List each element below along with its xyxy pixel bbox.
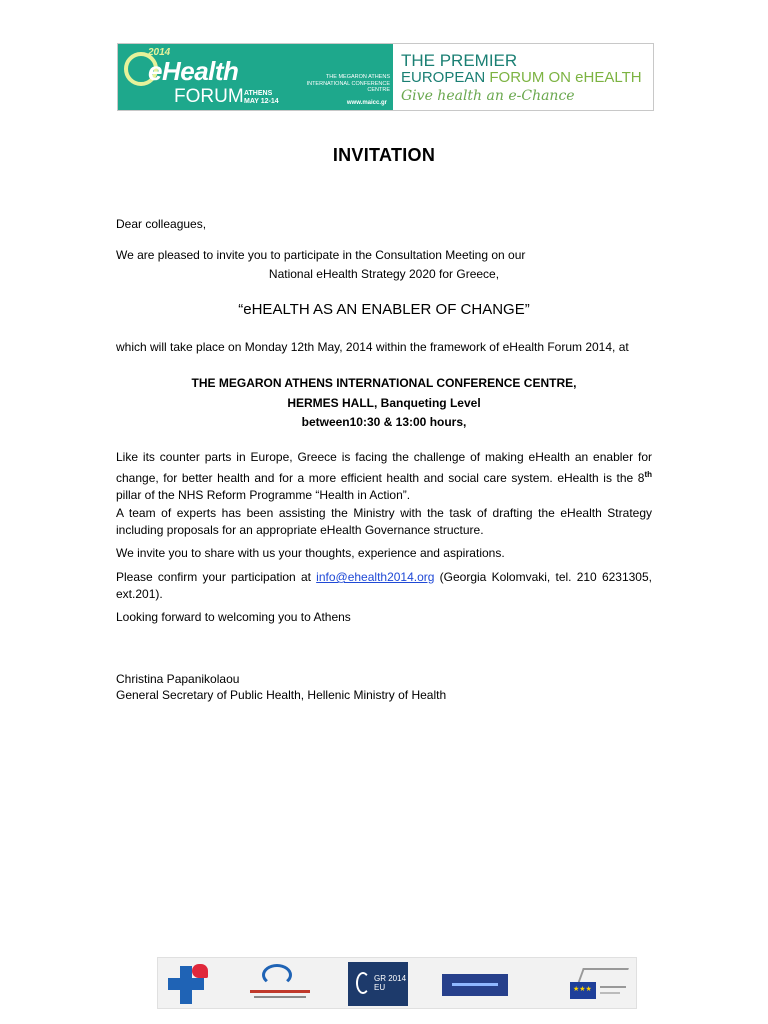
tagline-forum-on-ehealth: FORUM ON eHEALTH [489,69,642,86]
keelpno-arc [262,964,292,986]
venue-line-3: between10:30 & 13:00 hours, [301,415,467,429]
gr2014-crescent [356,972,370,994]
logo-venue: THE MEGARON ATHENS INTERNATIONAL CONFERENCE CENTRE [306,74,390,93]
ordinal-suffix: th [644,470,652,479]
tagline-european-forum [401,69,642,86]
keelpno-label-bar [250,990,310,993]
event-when: which will take place on Monday 12th May, 2014 within the framework of eHealth Forum 2014, at [116,340,629,354]
ehealth-cross-icon [164,962,216,1006]
european-commission-icon [566,962,630,1006]
gr2014-text: GR 2014 EU [374,974,407,992]
logo-athens-date: ATHENS MAY 12-14 [244,90,279,105]
keelpno-icon [250,962,310,1006]
horizon-2020-icon [442,974,508,996]
horizon-stripe [452,983,498,986]
logo-forum: FORUM [174,86,244,107]
closing-line: Looking forward to welcoming you to Athens [116,610,351,624]
venue-line-2: HERMES HALL, Banqueting Level [287,396,481,410]
cross-horizontal [168,978,204,990]
ec-label-line-2 [600,992,620,994]
eu-flag-icon [570,982,596,999]
confirm-contact: (Georgia Kolomvaki, tel. 210 6231305, ext.201). [116,570,652,601]
tagline-premier: THE PREMIER [401,51,518,70]
sponsor-logos-strip [157,957,637,1009]
intro-line-2: National eHealth Strategy 2020 for Greece, [268,267,500,281]
salutation: Dear colleagues, [116,217,207,231]
intro-line-1: We are pleased to invite you to participate in the Consultation Meeting on our [116,248,526,262]
tagline-slogan: Give health an e-Chance [401,88,575,104]
paragraph-confirm [116,569,652,603]
confirm-text: Please confirm your participation at [116,570,317,584]
banner-tagline [393,44,653,110]
paragraph-invite: We invite you to share with us your thoughts, experience and aspirations. [116,546,505,560]
signer-name: Christina Papanikolaou [116,672,240,686]
venue-line-1: THE MEGARON ATHENS INTERNATIONAL CONFERENCE CENTRE, [191,376,577,390]
heart-icon [192,964,208,978]
page-title: INVITATION [332,145,436,165]
ehealth-forum-banner [117,43,654,111]
signer-title: General Secretary of Public Health, Hellenic Ministry of Health [116,688,447,702]
ehealth-forum-logo [118,44,393,110]
motto-heading: “eHEALTH AS AN ENABLER OF CHANGE” [238,301,530,318]
logo-year: 2014 [148,47,171,58]
logo-name: eHealth [148,56,239,86]
keelpno-sublabel-bar [254,996,306,998]
paragraph-challenge [116,449,652,504]
logo-url: www.maicc.gr [346,100,387,106]
paragraph-experts: A team of experts has been assisting the Ministry with the task of drafting the eHealth Strategy including proposals for an appropriate eHealth Governance structure. [116,506,652,537]
email-link[interactable]: info@ehealth2014.org [316,570,435,584]
ec-label-line [600,986,626,988]
gr2014-eu-icon [348,962,408,1006]
paragraph-challenge-text: Like its counter parts in Europe, Greece is facing the challenge of making eHealth an enabler for change, for better health and for a more efficient health and social care system. eHealth is the 8 [116,450,652,485]
tagline-european: EUROPEAN [401,69,490,86]
paragraph-challenge-text-end: pillar of the NHS Reform Programme “Health in Action”. [116,488,411,502]
